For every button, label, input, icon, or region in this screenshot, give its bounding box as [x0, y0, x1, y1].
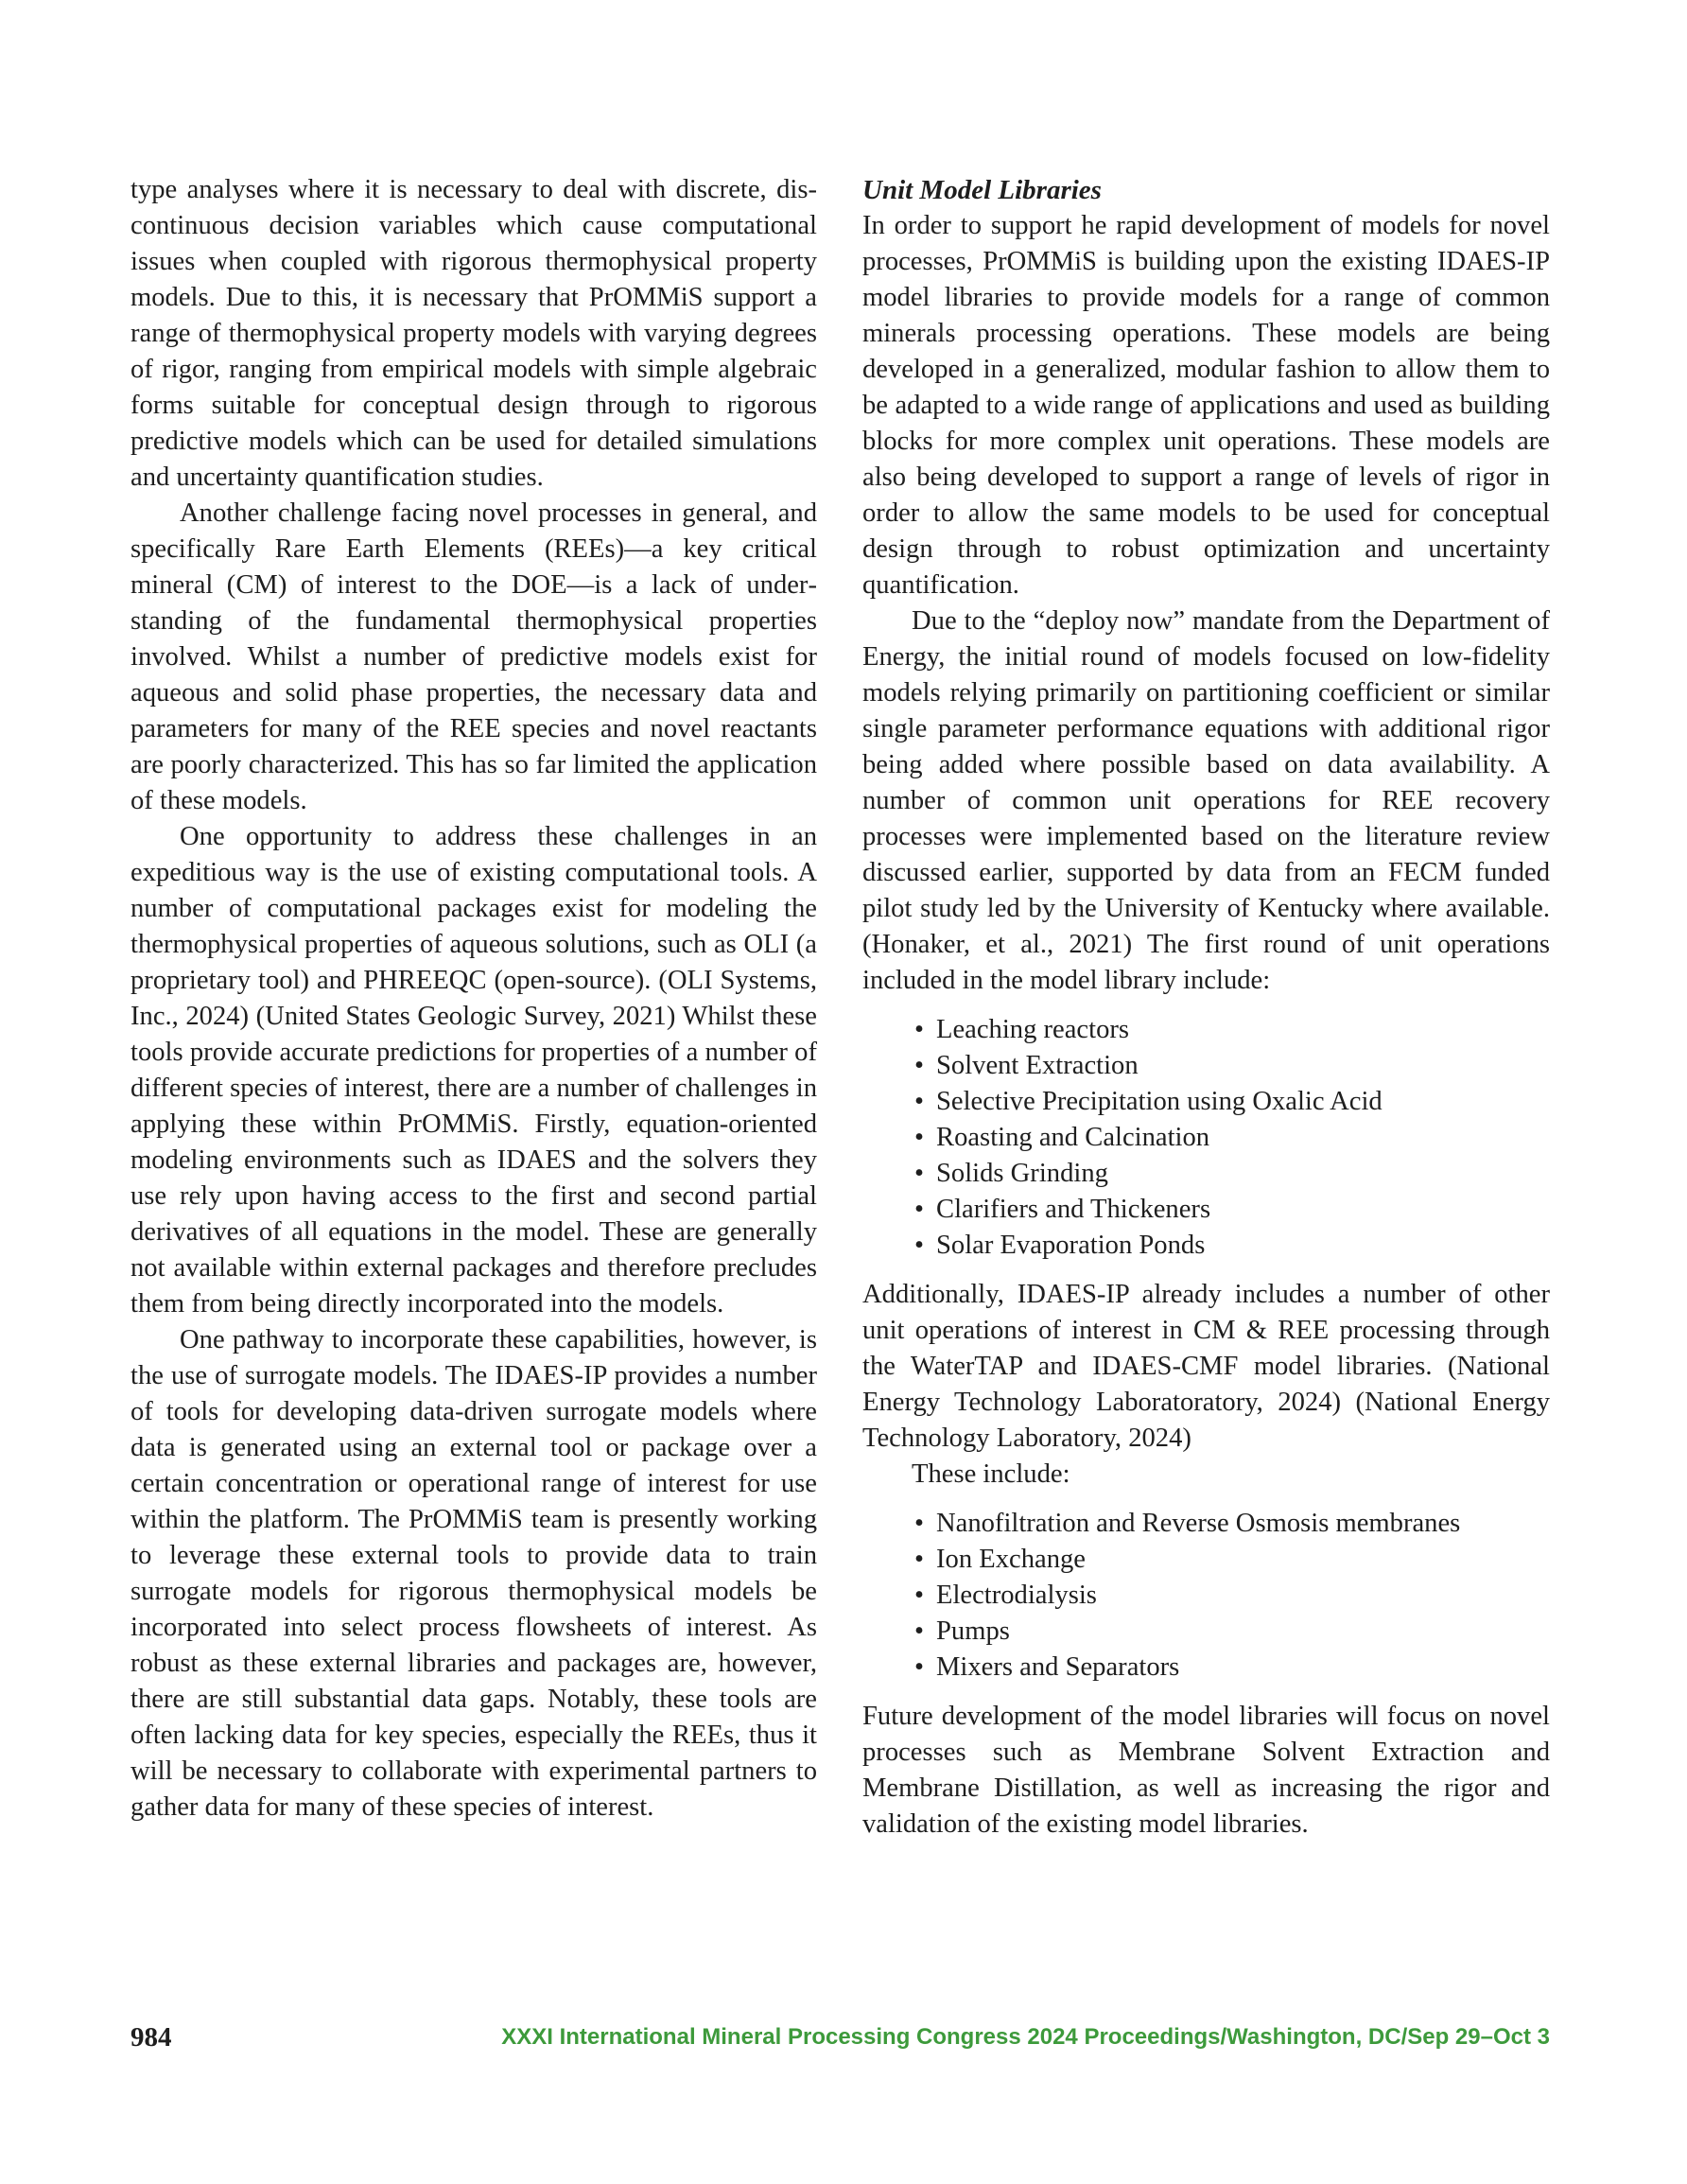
bullet-icon: •: [914, 1231, 925, 1260]
right-paragraph-1: In order to support he rapid development of models for novel processes, PrOMMiS is building upon the existing IDAES-IP model libraries to provide models for a range of common minerals processing operations. These models are being developed in a generalized, modular fashion to allow them to be adapted to a wide range of applications and used as building blocks for more complex unit operations. These models are also being developed to support a range of levels of rigor in order to allow the same models to be used for conceptual design through to robust optimization and uncertainty quantification.: [862, 211, 1550, 600]
unit-operations-list: [862, 1012, 1550, 1264]
list-item-text: Solar Evaporation Ponds: [936, 1231, 1206, 1260]
list-item: [862, 1156, 1550, 1192]
bullet-icon: •: [914, 1123, 925, 1152]
bullet-icon: •: [914, 1015, 925, 1044]
bullet-icon: •: [914, 1051, 925, 1080]
left-paragraph-2: Another challenge facing novel processes in general, and specifically Rare Earth Elements (REEs)—a key critical mineral (CM) of interest to the DOE—is a lack of understanding of the fundamental thermophysical properties involved. Whilst a number of predictive models exist for aqueous and solid phase properties, the necessary data and parameters for many of the REE species and novel reactants are poorly characterized. This has so far limited the application of these models.: [130, 498, 817, 815]
bullet-icon: •: [914, 1087, 925, 1116]
list-item: [862, 1650, 1550, 1686]
section-heading: Unit Model Libraries: [862, 175, 1102, 205]
right-paragraph-3: Additionally, IDAES-IP already includes a number of other unit operations of interest in CM & REE processing through the WaterTAP and IDAES-CMF model libraries. (National Energy Technology Laboratoratory, 2024) (National Energy Technology Laboratory, 2024): [862, 1280, 1550, 1453]
bullet-icon: •: [914, 1509, 925, 1538]
list-item: [862, 1614, 1550, 1650]
list-item: [862, 1048, 1550, 1084]
list-item: [862, 1228, 1550, 1264]
list-item-text: Roasting and Calcination: [936, 1123, 1210, 1152]
list-item-text: Ion Exchange: [936, 1545, 1086, 1574]
left-column: [130, 172, 817, 1826]
list-item-text: Electrodialysis: [936, 1581, 1097, 1610]
right-paragraph-2: Due to the “deploy now” mandate from the Department of Energy, the initial round of models focused on low-fidelity models relying primarily on partitioning coefficient or similar single parameter performance equations with additional rigor being added where possible based on data availability. A number of common unit operations for REE recovery processes were implemented based on the literature review discussed earlier, supported by data from an FECM funded pilot study led by the University of Kentucky where available. (Honaker, et al., 2021) The first round of unit operations included in the model library include:: [862, 606, 1550, 995]
right-paragraph-4: These include:: [912, 1459, 1070, 1489]
running-footer-title: XXXI International Mineral Processing Congress 2024 Proceedings/Washington, DC/Sep 29–Oct 3: [501, 2024, 1550, 2050]
bullet-icon: •: [914, 1581, 925, 1610]
left-paragraph-4: One pathway to incorporate these capabilities, however, is the use of surrogate models. The IDAES-IP provides a number of tools for developing data-driven surrogate models where data is generated using an external tool or package over a certain concentration or operational range of interest for use within the platform. The PrOMMiS team is presently working to leverage these external tools to provide data to train surrogate models for rigorous thermophysical models be incorporated into select process flowsheets of interest. As robust as these external libraries and packages are, however, there are still substantial data gaps. Notably, these tools are often lacking data for key species, especially the REEs, thus it will be necessary to collaborate with experimental partners to gather data for many of these species of interest.: [130, 1325, 817, 1822]
list-item: [862, 1120, 1550, 1156]
left-paragraph-3: One opportunity to address these challenges in an expeditious way is the use of existing computational tools. A number of computational packages exist for modeling the thermophysical properties of aqueous solutions, such as OLI (a proprietary tool) and PHREEQC (open-source). (OLI Systems, Inc., 2024) (United States Geologic Survey, 2021) Whilst these tools provide accurate predictions for properties of a number of different species of interest, there are a number of challenges in applying these within PrOMMiS. Firstly, equation-oriented modeling environments such as IDAES and the solvers they use rely upon having access to the first and second partial derivatives of all equations in the model. These are generally not available within external packages and therefore precludes them from being directly incorporated into the models.: [130, 822, 817, 1319]
right-column: [862, 172, 1550, 1843]
list-item: [862, 1012, 1550, 1048]
list-item-text: Solvent Extraction: [936, 1051, 1139, 1080]
list-item: [862, 1506, 1550, 1542]
bullet-icon: •: [914, 1545, 925, 1574]
list-item-text: Nanofiltration and Reverse Osmosis membranes: [936, 1509, 1461, 1538]
list-item-text: Solids Grinding: [936, 1159, 1108, 1188]
list-item: [862, 1192, 1550, 1228]
additional-operations-list: [862, 1506, 1550, 1686]
list-item-text: Selective Precipitation using Oxalic Acid: [936, 1087, 1383, 1116]
list-item-text: Leaching reactors: [936, 1015, 1130, 1044]
list-item-text: Clarifiers and Thickeners: [936, 1195, 1211, 1224]
list-item: [862, 1084, 1550, 1120]
bullet-icon: •: [914, 1195, 925, 1224]
bullet-icon: •: [914, 1616, 925, 1646]
list-item-text: Pumps: [936, 1616, 1010, 1646]
bullet-icon: •: [914, 1159, 925, 1188]
list-item-text: Mixers and Separators: [936, 1652, 1180, 1682]
left-paragraph-1: type analyses where it is necessary to deal with discrete, discontinuous decision variables which cause computational issues when coupled with rigorous thermophysical property models. Due to this, it is necessary that PrOMMiS support a range of thermophysical property models with varying degrees of rigor, ranging from empirical models with simple algebraic forms suitable for conceptual design through to rigorous predictive models which can be used for detailed simulations and uncertainty quantification studies.: [130, 175, 817, 492]
right-paragraph-5: Future development of the model libraries will focus on novel processes such as Membrane Solvent Extraction and Membrane Distillation, as well as increasing the rigor and validation of the existing model libraries.: [862, 1702, 1550, 1839]
bullet-icon: •: [914, 1652, 925, 1682]
list-item: [862, 1542, 1550, 1578]
list-item: [862, 1578, 1550, 1614]
page-number: 984: [130, 2022, 172, 2053]
